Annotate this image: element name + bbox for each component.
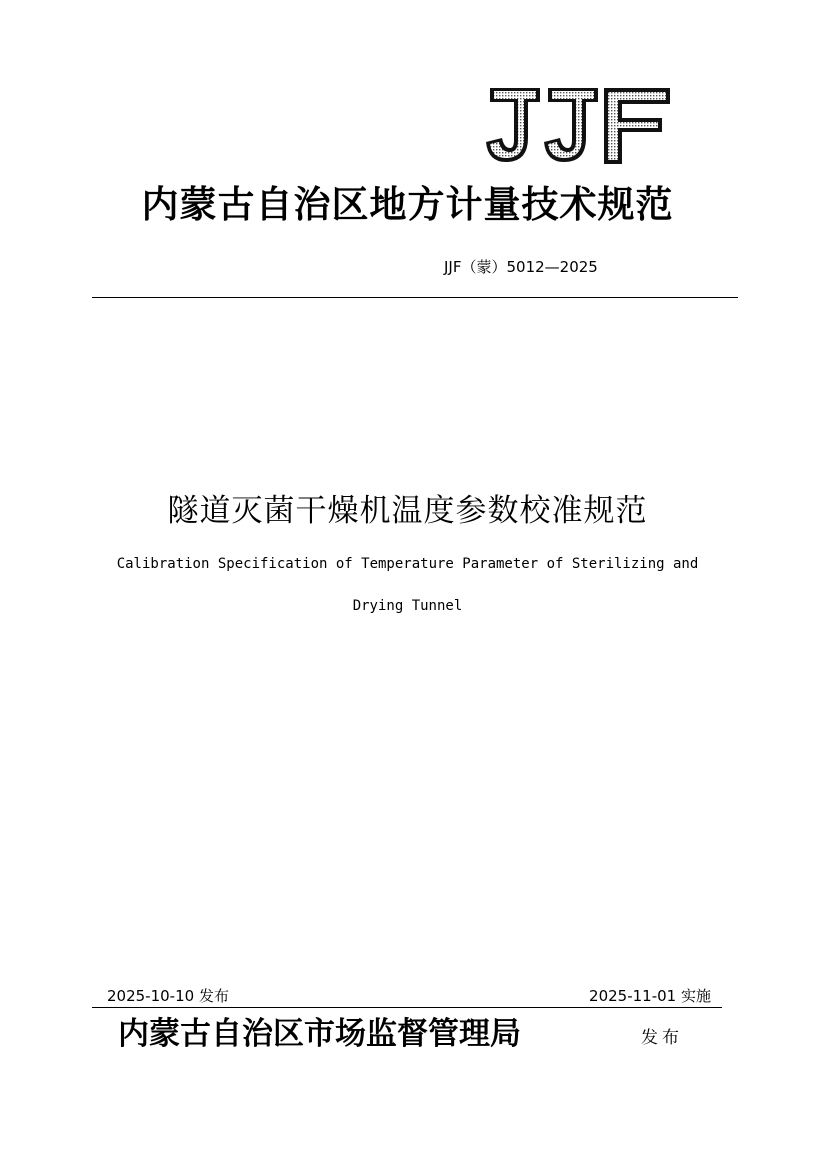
org-title: 内蒙古自治区地方计量技术规范 <box>141 182 674 226</box>
jjf-logo-icon <box>484 86 672 166</box>
document-title-english-line-2: Drying Tunnel <box>352 598 463 614</box>
publish-label: 发布 <box>641 1028 683 1048</box>
document-title-chinese: 隧道灭菌干燥机温度参数校准规范 <box>167 493 648 529</box>
logo-letter-f <box>604 88 670 164</box>
footer-divider <box>92 1007 722 1008</box>
implementation-date: 2025-11-01 实施 <box>589 987 711 1005</box>
logo-letter-j-2 <box>544 88 598 162</box>
header-divider <box>92 297 738 298</box>
release-date: 2025-10-10 发布 <box>107 987 229 1005</box>
logo-letter-j-1 <box>486 88 540 162</box>
publisher-name: 内蒙古自治区市场监督管理局 <box>118 1016 521 1052</box>
document-title-english-line-1: Calibration Specification of Temperature Parameter of Sterilizing and <box>116 556 699 572</box>
standard-number: JJF（蒙）5012—2025 <box>444 258 598 276</box>
